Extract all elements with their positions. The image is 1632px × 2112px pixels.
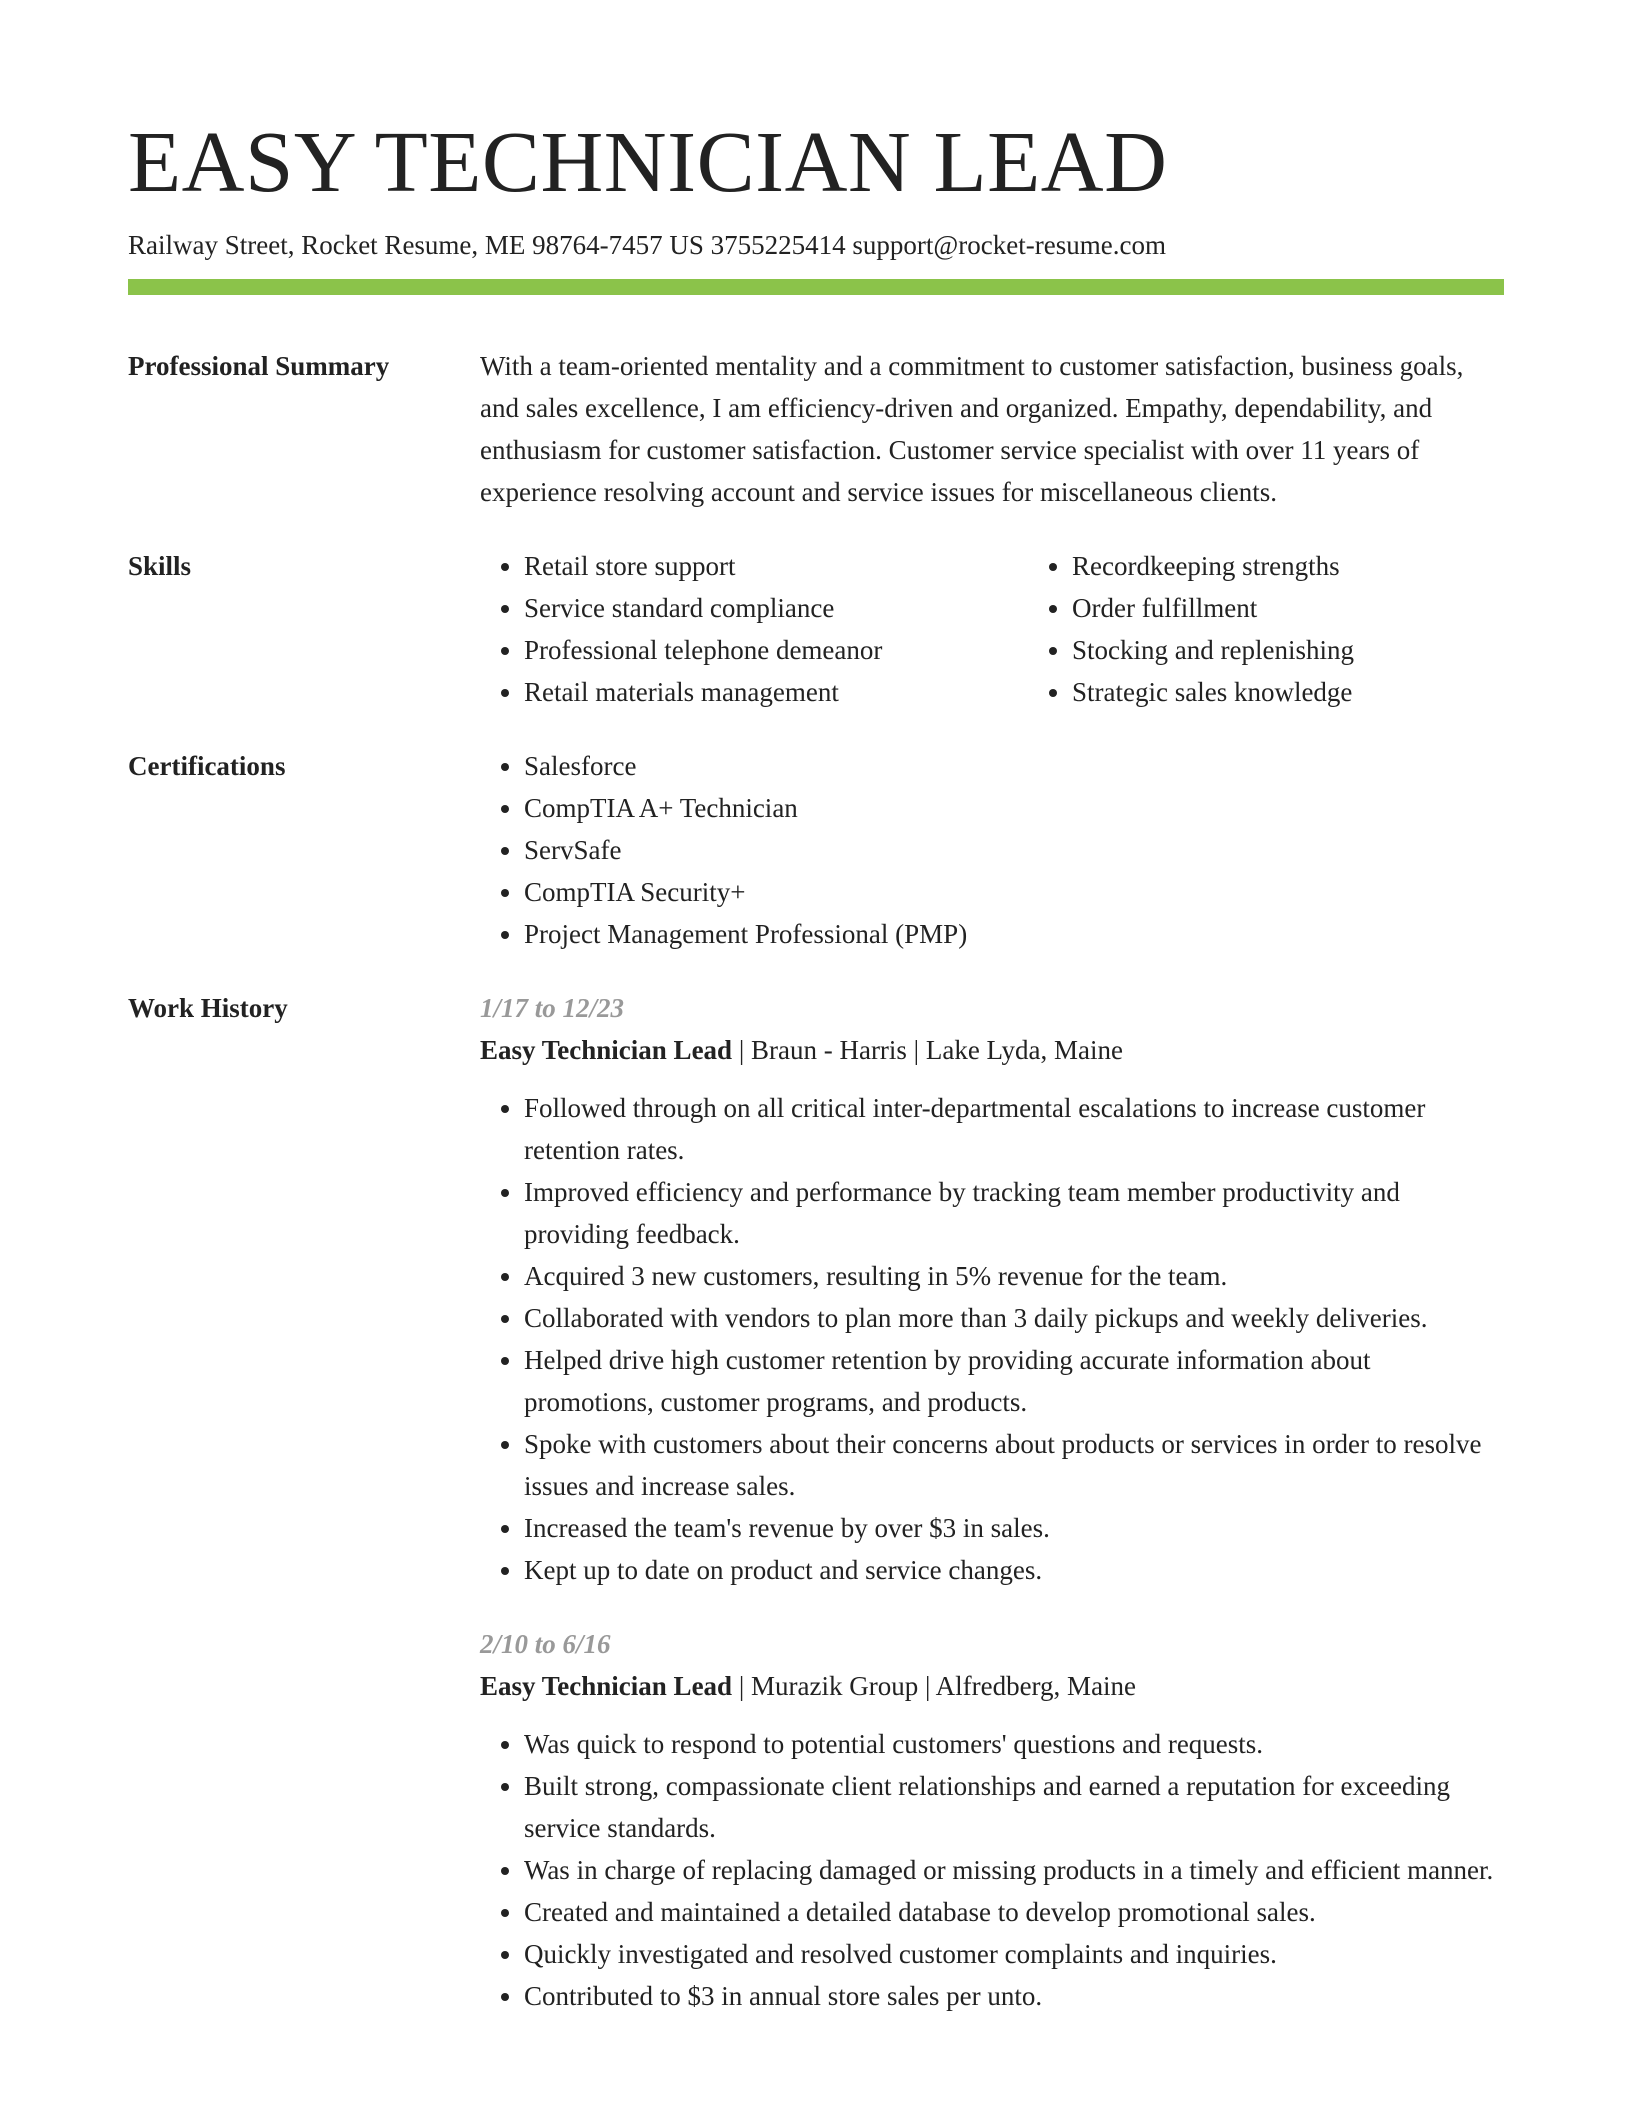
section-title: Work History (128, 993, 288, 1024)
skill-item: • Recordkeeping strengths (1072, 545, 1576, 587)
job-bullet: • Improved efficiency and performance by tracking team member productivity and providing feedback. (524, 1171, 1504, 1255)
job-bullet: • Followed through on all critical inter-departmental escalations to increase customer retention rates. (524, 1087, 1504, 1171)
skill-item: • Retail materials management (524, 671, 1028, 713)
job-details: | Braun - Harris | Lake Lyda, Maine (732, 1035, 1124, 1066)
section-title: Skills (128, 551, 192, 582)
job-bullet: • Was quick to respond to potential customers' questions and requests. (524, 1723, 1504, 1765)
job-bullet: • Was in charge of replacing damaged or missing products in a timely and efficient manner. (524, 1849, 1504, 1891)
job-details: | Murazik Group | Alfredberg, Maine (732, 1671, 1137, 1702)
job-bullet: • Spoke with customers about their concerns about products or services in order to resolve issues and increase sales. (524, 1423, 1504, 1507)
certification-item: • CompTIA A+ Technician (524, 787, 1504, 829)
certifications-list (480, 745, 1504, 955)
summary-section (128, 345, 1504, 513)
job-dates: 1/17 to 12/23 (480, 993, 625, 1024)
skill-item: • Professional telephone demeanor (524, 629, 1028, 671)
job-bullets (480, 1723, 1504, 2017)
job-title-line (480, 1665, 1504, 1707)
certification-item: • ServSafe (524, 829, 1504, 871)
job-title-line (480, 1029, 1504, 1071)
job-bullet: • Increased the team's revenue by over $3 in sales. (524, 1507, 1504, 1549)
job-entry (480, 1623, 1504, 2017)
skills-list-left (480, 545, 1028, 713)
skill-item: • Stocking and replenishing (1072, 629, 1576, 671)
skills-list-right (1028, 545, 1576, 713)
job-bullet: • Collaborated with vendors to plan more than 3 daily pickups and weekly deliveries. (524, 1297, 1504, 1339)
certification-item: • Salesforce (524, 745, 1504, 787)
certifications-section (128, 745, 1504, 955)
job-bullet: • Created and maintained a detailed database to develop promotional sales. (524, 1891, 1504, 1933)
resume-name: EASY TECHNICIAN LEAD (128, 113, 1168, 210)
section-title: Certifications (128, 751, 286, 782)
job-bullet: • Contributed to $3 in annual store sales per unto. (524, 1975, 1504, 2017)
job-bullet: • Quickly investigated and resolved customer complaints and inquiries. (524, 1933, 1504, 1975)
section-title: Professional Summary (128, 351, 390, 382)
job-bullet: • Built strong, compassionate client relationships and earned a reputation for exceeding service standards. (524, 1765, 1504, 1849)
job-dates: 2/10 to 6/16 (480, 1629, 611, 1660)
job-title: Easy Technician Lead (480, 1671, 733, 1702)
job-bullet: • Kept up to date on product and service changes. (524, 1549, 1504, 1591)
job-title: Easy Technician Lead (480, 1035, 733, 1066)
summary-text: With a team-oriented mentality and a commitment to customer satisfaction, business goals, and sales excellence, I am efficiency-driven and organized. Empathy, dependability, and enthusiasm for customer satisfaction. Customer service specialist with over 11 years of experience resolving account and service issues for miscellaneous clients. (480, 351, 1464, 508)
certification-item: • Project Management Professional (PMP) (524, 913, 1504, 955)
job-bullet: • Helped drive high customer retention by providing accurate information about promotions, customer programs, and products. (524, 1339, 1504, 1423)
contact-line: Railway Street, Rocket Resume, ME 98764-7457 US 3755225414 support@rocket-resume.com (128, 230, 1166, 260)
skill-item: • Order fulfillment (1072, 587, 1576, 629)
job-bullet: • Acquired 3 new customers, resulting in 5% revenue for the team. (524, 1255, 1504, 1297)
skill-item: • Strategic sales knowledge (1072, 671, 1576, 713)
job-entry (480, 987, 1504, 1591)
skills-section (128, 545, 1504, 713)
job-bullets (480, 1087, 1504, 1591)
resume-page (128, 113, 1504, 2017)
header-divider (128, 279, 1504, 295)
skill-item: • Retail store support (524, 545, 1028, 587)
certification-item: • CompTIA Security+ (524, 871, 1504, 913)
skill-item: • Service standard compliance (524, 587, 1028, 629)
work-history-section (128, 987, 1504, 2017)
